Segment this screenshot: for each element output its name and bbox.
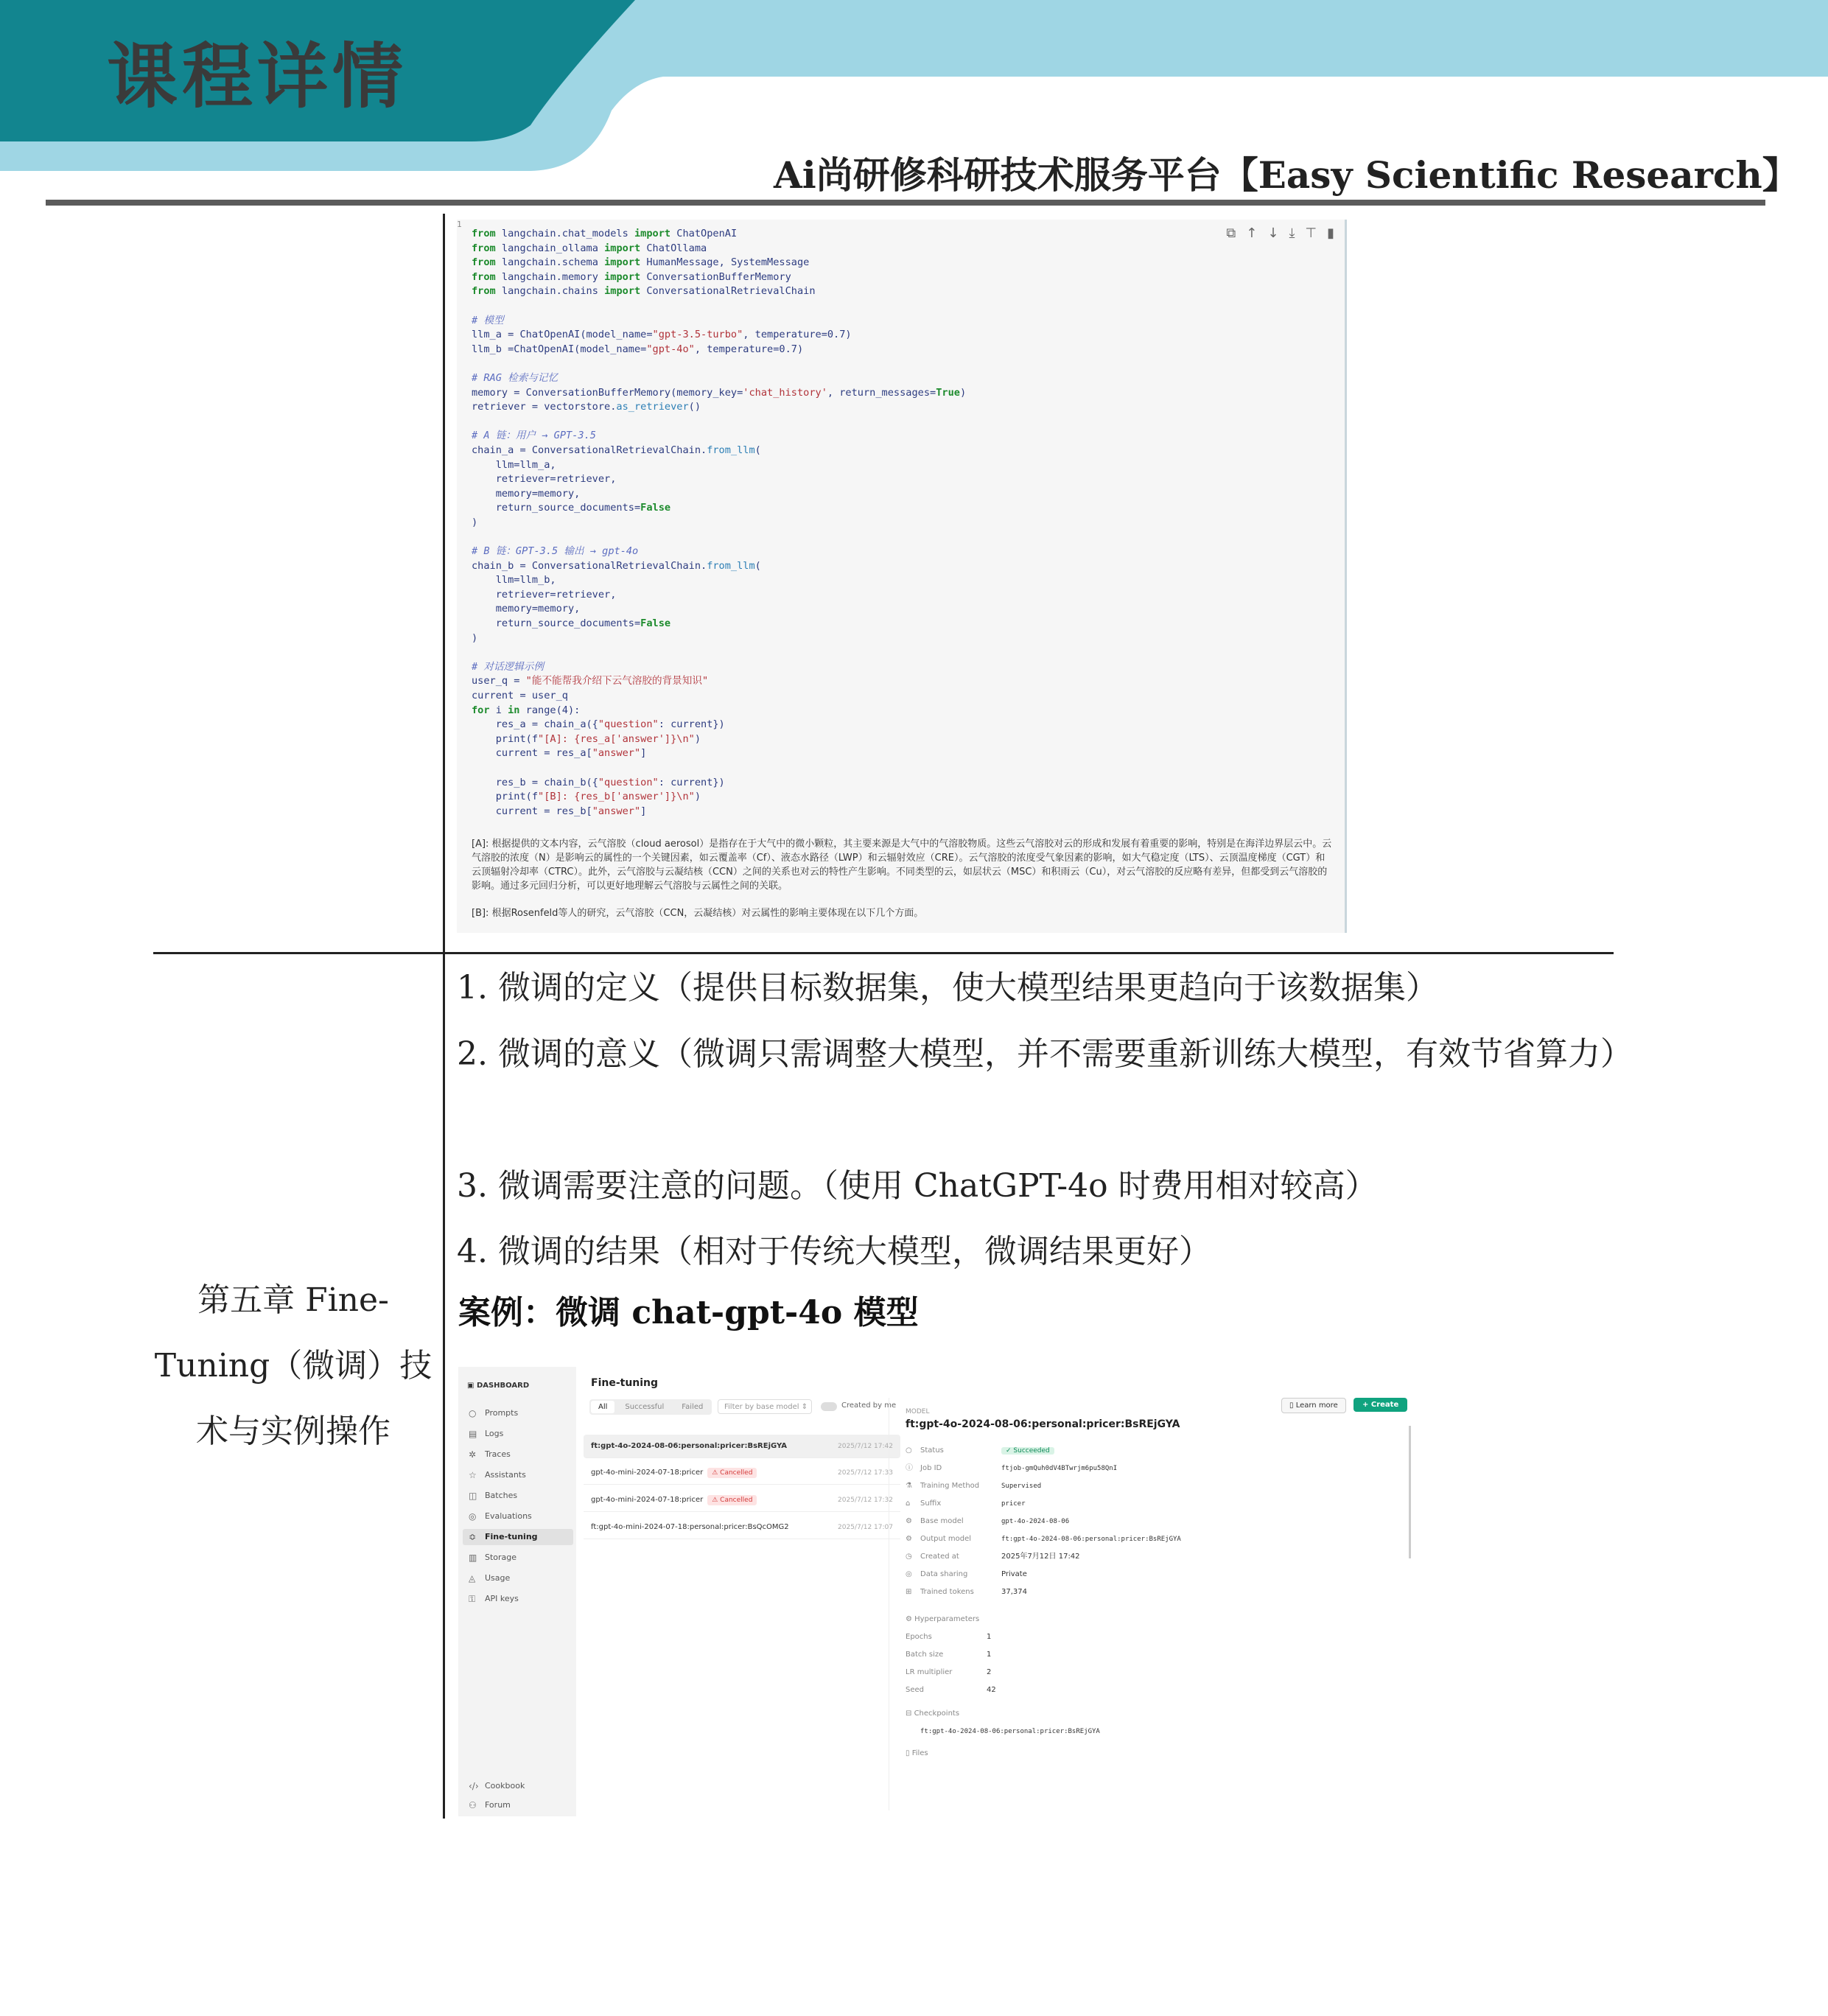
sidebar-item-batches[interactable]: ◫ Batches bbox=[463, 1488, 573, 1504]
usage-icon: ◬ bbox=[469, 1573, 476, 1583]
created-by-me-toggle[interactable] bbox=[821, 1402, 837, 1411]
sidebar-item-storage[interactable]: ▥ Storage bbox=[463, 1550, 573, 1566]
evaluation-icon: ◎ bbox=[469, 1511, 477, 1522]
cancelled-badge: ⚠ Cancelled bbox=[707, 1468, 757, 1478]
checkpoint-item[interactable]: ft:gpt-4o-2024-08-06:personal:pricer:BsREjGYA bbox=[920, 1728, 1100, 1735]
settings-icon: ⚙ bbox=[906, 1615, 915, 1623]
model-label: MODEL bbox=[906, 1408, 930, 1415]
cell-output-a: [A]: 根据提供的文本内容，云气溶胶（cloud aerosol）是指存在于大气中的微小颗粒，其主要来源是大气中的气溶胶物质。这些云气溶胶对云的形成和发展有着重要的影响，特别是在海洋边界层云中。云气溶胶的浓度（N）是影响云的属性的一个关键因素，如云覆盖率（Cf）、液态水路径（LWP）和云辐射效应（CRE）。云气溶胶的浓度受气象因素的影响，如大气稳定度（LTS）、云顶温度梯度（CGT）和云顶辐射冷却率（CTRC）。此外，云气溶胶与云凝结核（CCN）之间的关系也对云的特性产生影响。不同类型的云，如层状云（MSC）和积雨云（Cu），对云气溶胶的反应略有差异，但都受到云气溶胶的影响。通过多元回归分析，可以更好地理解云气溶胶与云属性之间的关联。 bbox=[472, 839, 1332, 892]
detail-row-tokens: ⊞ Trained tokens 37,374 bbox=[906, 1583, 1407, 1601]
model-icon: ⚙ bbox=[906, 1517, 912, 1525]
key-icon: ⚿ bbox=[469, 1594, 476, 1604]
clock-icon: ◷ bbox=[906, 1553, 912, 1561]
tab-all[interactable]: All bbox=[591, 1401, 614, 1413]
detail-row-job-id: ⓘ Job ID ftjob-gmQuh0dV4BTwrjm6pu58QnI bbox=[906, 1460, 1407, 1477]
status-icon: ○ bbox=[906, 1446, 912, 1455]
table-horizontal-line bbox=[153, 952, 1614, 954]
prompt-icon: ○ bbox=[469, 1408, 477, 1418]
checkpoint-icon: ⊟ bbox=[906, 1709, 914, 1718]
model-name: ft:gpt-4o-2024-08-06:personal:pricer:BsREjGYA bbox=[906, 1418, 1180, 1430]
trace-icon: ✲ bbox=[469, 1449, 477, 1460]
arrow-up-icon[interactable]: ↑ bbox=[1246, 225, 1258, 241]
learn-more-button[interactable]: ▯ Learn more bbox=[1281, 1398, 1346, 1413]
sidebar-item-fine-tuning[interactable]: ≎ Fine-tuning bbox=[463, 1529, 573, 1545]
sidebar bbox=[458, 1367, 576, 1816]
page-title: 课程详情 bbox=[107, 35, 407, 118]
hp-batch-size: Batch size 1 bbox=[906, 1651, 992, 1659]
sidebar-item-assistants[interactable]: ☆ Assistants bbox=[463, 1467, 573, 1483]
arrow-down-icon[interactable]: ↓ bbox=[1267, 225, 1279, 241]
sidebar-item-evaluations[interactable]: ◎ Evaluations bbox=[463, 1508, 573, 1525]
job-row[interactable]: ft:gpt-4o-2024-08-06:personal:pricer:BsREjGYA 2025/7/12 17:42 bbox=[584, 1435, 900, 1458]
delete-icon[interactable]: ▮ bbox=[1327, 225, 1334, 241]
dashboard-icon: ▣ bbox=[467, 1382, 477, 1390]
job-row[interactable]: ft:gpt-4o-mini-2024-07-18:personal:pricer:BsQcOMG2 2025/7/12 17:07 bbox=[584, 1516, 900, 1539]
cancelled-badge: ⚠ Cancelled bbox=[707, 1495, 757, 1505]
job-row[interactable]: gpt-4o-mini-2024-07-18:pricer ⚠ Cancelled 2025/7/12 17:33 bbox=[584, 1461, 900, 1485]
batch-icon: ◫ bbox=[469, 1491, 477, 1501]
create-button[interactable]: + Create bbox=[1354, 1398, 1407, 1412]
code-block: from langchain.chat_models import ChatOpenAI from langchain_ollama import ChatOllama from langchain.schema import HumanMessage, SystemMessage from langchain.memory import ConversationBufferMemory from langchain.chains import ConversationalRetrievalChain # 模型 llm_a = ChatOpenAI(model_name="gpt-3.5-turbo", temperature=0.7) llm_b =ChatOpenAI(model_name="gpt-4o", temperature=0.7) # RAG 检索与记忆 memory = ConversationBufferMemory(memory_key='chat_history', return_messages=True) retriever = vectorstore.as_retriever() # A 链：用户 → GPT-3.5 chain_a = ConversationalRetrievalChain.from_llm( llm=llm_a, retriever=retriever, memory=memory, return_source_documents=False ) # B 链：GPT-3.5 输出 → gpt-4o chain_b = ConversationalRetrievalChain.from_llm( llm=llm_b, retriever=retriever, memory=memory, return_source_documents=False ) # 对话逻辑示例 user_q = "能不能帮我介绍下云气溶胶的背景知识" current = user_q for i in range(4): res_a = chain_a({"question": current}) print(f"[A]: {res_a['answer']}\n") current = res_a["answer"] res_b = chain_b({"question": current}) print(f"[B]: {res_b['answer']}\n") current = res_b["answer"] bbox=[472, 228, 967, 817]
list-item-significance: 2. 微调的意义（微调只需调整大模型，并不需要重新训练大模型，有效节省算力） bbox=[457, 1035, 1633, 1073]
code-cell-screenshot bbox=[457, 220, 1347, 933]
detail-row-status: ○ Status ✓ Succeeded bbox=[906, 1442, 1407, 1460]
list-item-issues: 3. 微调需要注意的问题。（使用 ChatGPT-4o 时费用相对较高） bbox=[457, 1167, 1378, 1205]
hyperparameters-heading: ⚙ Hyperparameters bbox=[906, 1615, 980, 1623]
detail-row-output-model: ⚙ Output model ft:gpt-4o-2024-08-06:personal:pricer:BsREjGYA bbox=[906, 1530, 1407, 1548]
detail-row-sharing: ◎ Data sharing Private bbox=[906, 1566, 1407, 1583]
sidebar-item-usage[interactable]: ◬ Usage bbox=[463, 1570, 573, 1586]
created-by-me-label: Created by me bbox=[841, 1401, 897, 1410]
fine-tuning-icon: ≎ bbox=[469, 1532, 477, 1542]
storage-icon: ▥ bbox=[469, 1553, 477, 1563]
header-divider bbox=[46, 200, 1765, 206]
id-icon: ⓘ bbox=[906, 1464, 913, 1472]
token-icon: ⊞ bbox=[906, 1588, 912, 1596]
code-icon: ‹/› bbox=[469, 1781, 479, 1791]
detail-row-base-model: ⚙ Base model gpt-4o-2024-08-06 bbox=[906, 1513, 1407, 1530]
suffix-icon: ⌂ bbox=[906, 1499, 911, 1508]
model-icon: ⚙ bbox=[906, 1535, 912, 1543]
job-row[interactable]: gpt-4o-mini-2024-07-18:pricer ⚠ Cancelled 2025/7/12 17:32 bbox=[584, 1488, 900, 1512]
file-icon: ▯ bbox=[906, 1749, 912, 1757]
list-item-definition: 1. 微调的定义（提供目标数据集，使大模型结果更趋向于该数据集） bbox=[457, 969, 1438, 1007]
sidebar-item-logs[interactable]: ▤ Logs bbox=[463, 1426, 573, 1442]
status-tabs bbox=[589, 1399, 712, 1415]
method-icon: ⚗ bbox=[906, 1482, 912, 1490]
merge-icon[interactable]: ⊤ bbox=[1305, 225, 1317, 241]
sidebar-item-forum[interactable]: ⚇ Forum bbox=[463, 1797, 573, 1813]
book-icon: ▯ bbox=[1289, 1401, 1296, 1410]
log-icon: ▤ bbox=[469, 1429, 477, 1439]
hp-lr-multiplier: LR multiplier 2 bbox=[906, 1668, 992, 1676]
forum-icon: ⚇ bbox=[469, 1800, 477, 1810]
platform-name: Ai尚研修科研技术服务平台【Easy Scientific Research】 bbox=[774, 153, 1799, 197]
list-item-results: 4. 微调的结果（相对于传统大模型，微调结果更好） bbox=[457, 1233, 1211, 1270]
table-vertical-line bbox=[443, 214, 445, 1819]
case-title: 案例：微调 chat-gpt-4o 模型 bbox=[458, 1294, 919, 1331]
sidebar-item-cookbook[interactable]: ‹/› Cookbook bbox=[463, 1778, 573, 1794]
cell-output-b: [B]: 根据Rosenfeld等人的研究，云气溶胶（CCN，云凝结核）对云属性的影响主要体现在以下几个方面。 bbox=[472, 908, 924, 919]
sidebar-item-api-keys[interactable]: ⚿ API keys bbox=[463, 1591, 573, 1607]
checkpoints-heading: ⊟ Checkpoints bbox=[906, 1709, 960, 1718]
detail-row-created: ◷ Created at 2025年7月12日 17:42 bbox=[906, 1548, 1407, 1566]
dashboard-label: ▣ DASHBOARD bbox=[467, 1382, 530, 1390]
fine-tuning-screenshot bbox=[458, 1367, 1412, 1816]
detail-row-suffix: ⌂ Suffix pricer bbox=[906, 1495, 1407, 1513]
files-heading: ▯ Files bbox=[906, 1749, 928, 1757]
succeeded-badge: ✓ Succeeded bbox=[1001, 1447, 1054, 1455]
share-icon: ◎ bbox=[906, 1570, 912, 1578]
cell-gutter: 1 bbox=[457, 220, 462, 229]
ft-page-title: Fine-tuning bbox=[591, 1377, 659, 1389]
hp-seed: Seed 42 bbox=[906, 1686, 996, 1694]
job-detail-panel bbox=[889, 1398, 1405, 1810]
chevron-updown-icon: ⇕ bbox=[801, 1403, 808, 1411]
copy-icon[interactable]: ⧉ bbox=[1226, 225, 1236, 241]
tab-failed[interactable]: Failed bbox=[682, 1403, 704, 1411]
chapter-label: 第五章 Fine-Tuning（微调）技术与实例操作 bbox=[154, 1281, 433, 1450]
sidebar-item-prompts[interactable]: ○ Prompts bbox=[463, 1405, 573, 1421]
base-model-filter[interactable]: Filter by base model ⇕ bbox=[718, 1399, 812, 1414]
detail-row-method: ⚗ Training Method Supervised bbox=[906, 1477, 1407, 1495]
scrollbar[interactable] bbox=[1409, 1426, 1411, 1558]
cell-toolbar bbox=[1226, 225, 1334, 241]
assistant-icon: ☆ bbox=[469, 1470, 477, 1480]
sidebar-item-traces[interactable]: ✲ Traces bbox=[463, 1446, 573, 1463]
export-icon[interactable]: ⤓ bbox=[1289, 225, 1295, 241]
hp-epochs: Epochs 1 bbox=[906, 1633, 992, 1641]
tab-successful[interactable]: Successful bbox=[625, 1403, 665, 1411]
